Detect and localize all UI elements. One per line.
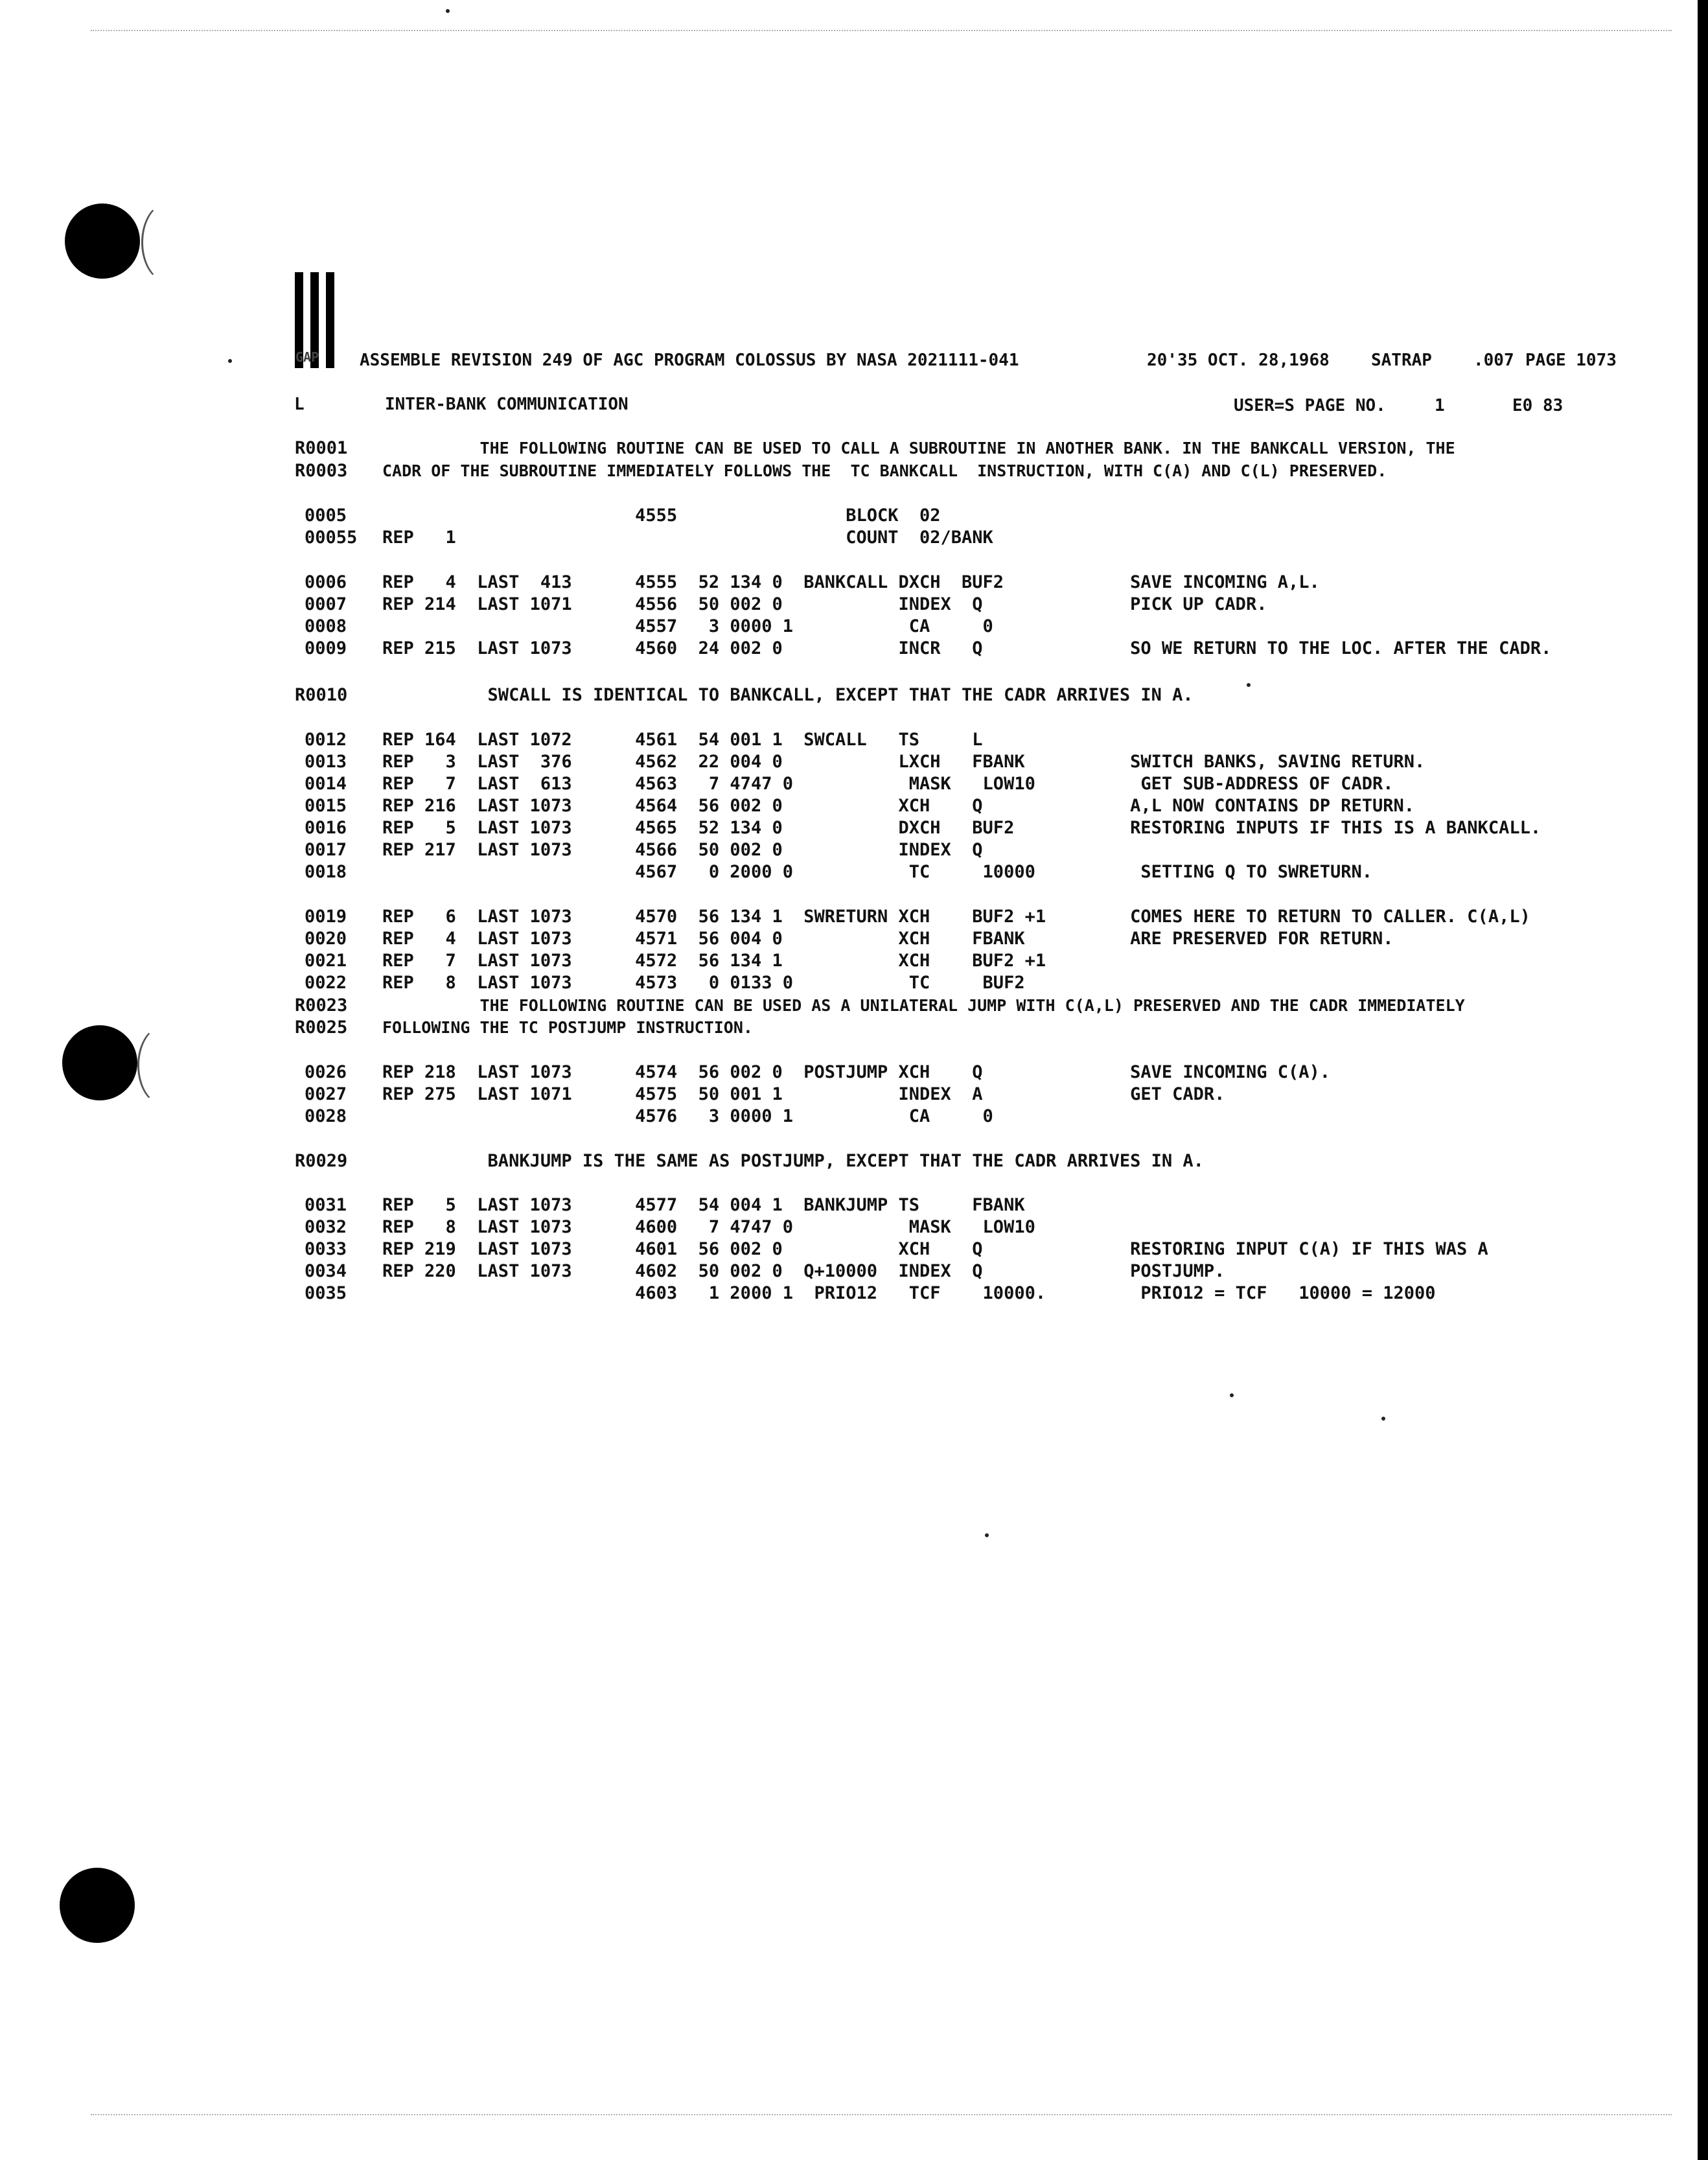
- scan-edge-shadow: [1698, 0, 1708, 2160]
- subheader-users-page: USER=S PAGE NO.: [1234, 396, 1386, 415]
- line-text: REP 1 COUNT 02/BANK: [382, 528, 993, 548]
- line-number: 0035: [305, 1283, 347, 1303]
- line-text: REP 214 LAST 1071 4556 50 002 0 INDEX Q PICK UP CADR.: [382, 594, 1267, 614]
- top-dotted-edge: [91, 30, 1672, 31]
- speck: [228, 359, 232, 363]
- line-number: R0003: [295, 461, 348, 481]
- binder-hole-top-arc: [141, 202, 195, 283]
- line-text: REP 8 LAST 1073 4600 7 4747 0 MASK LOW10: [382, 1217, 1035, 1237]
- line-number: 0005: [305, 505, 347, 526]
- line-number: 0012: [305, 730, 347, 750]
- header-marker: GAP: [295, 349, 319, 365]
- line-number: 0026: [305, 1062, 347, 1082]
- line-text: SWCALL IS IDENTICAL TO BANKCALL, EXCEPT THAT THE CADR ARRIVES IN A.: [382, 685, 1194, 705]
- line-number: 0028: [305, 1106, 347, 1126]
- line-text: REP 219 LAST 1073 4601 56 002 0 XCH Q RESTORING INPUT C(A) IF THIS WAS A: [382, 1239, 1488, 1259]
- speck: [985, 1533, 989, 1537]
- line-text: REP 220 LAST 1073 4602 50 002 0 Q+10000 INDEX Q POSTJUMP.: [382, 1261, 1225, 1281]
- bottom-dotted-edge: [91, 2114, 1672, 2115]
- line-text: 4576 3 0000 1 CA 0: [382, 1106, 993, 1126]
- line-number: R0023: [295, 995, 348, 1016]
- line-text: REP 218 LAST 1073 4574 56 002 0 POSTJUMP XCH Q SAVE INCOMING C(A).: [382, 1062, 1330, 1082]
- line-number: R0001: [295, 438, 348, 458]
- line-text: REP 7 LAST 613 4563 7 4747 0 MASK LOW10 GET SUB-ADDRESS OF CADR.: [382, 774, 1394, 794]
- header-timestamp: 20'35 OCT. 28,1968: [1147, 351, 1330, 370]
- header-page: PAGE 1073: [1525, 351, 1617, 370]
- line-text: 4567 0 2000 0 TC 10000 SETTING Q TO SWRETURN.: [382, 862, 1373, 882]
- line-number: 0033: [305, 1239, 347, 1259]
- line-number: R0010: [295, 685, 348, 705]
- line-number: 0034: [305, 1261, 347, 1281]
- line-number: 00055: [305, 528, 358, 548]
- line-number: 0013: [305, 752, 347, 772]
- line-text: REP 7 LAST 1073 4572 56 134 1 XCH BUF2 +1: [382, 951, 1046, 971]
- line-text: REP 215 LAST 1073 4560 24 002 0 INCR Q SO WE RETURN TO THE LOC. AFTER THE CADR.: [382, 638, 1552, 658]
- line-number: 0017: [305, 840, 347, 860]
- line-text: 4557 3 0000 1 CA 0: [382, 616, 993, 636]
- subheader-serial: E0 83: [1512, 396, 1564, 415]
- subheader-flag: L: [294, 395, 305, 414]
- subheader-users-page-no: 1: [1435, 396, 1445, 415]
- line-number: 0032: [305, 1217, 347, 1237]
- line-number: R0029: [295, 1151, 348, 1171]
- binder-hole-top: [65, 203, 140, 279]
- line-number: 0019: [305, 907, 347, 927]
- line-text: REP 4 LAST 413 4555 52 134 0 BANKCALL DXCH BUF2 SAVE INCOMING A,L.: [382, 572, 1320, 592]
- line-text: REP 275 LAST 1071 4575 50 001 1 INDEX A GET CADR.: [382, 1084, 1225, 1104]
- speck: [1381, 1417, 1385, 1421]
- line-number: 0006: [305, 572, 347, 592]
- header-code: .007: [1473, 351, 1514, 370]
- line-number: R0025: [295, 1017, 348, 1038]
- line-text: REP 8 LAST 1073 4573 0 0133 0 TC BUF2: [382, 973, 1025, 993]
- line-text: REP 6 LAST 1073 4570 56 134 1 SWRETURN XCH BUF2 +1 COMES HERE TO RETURN TO CALLER. C(A,L): [382, 907, 1530, 927]
- line-text: REP 5 LAST 1073 4565 52 134 0 DXCH BUF2 RESTORING INPUTS IF THIS IS A BANKCALL.: [382, 818, 1541, 838]
- line-text: THE FOLLOWING ROUTINE CAN BE USED TO CALL A SUBROUTINE IN ANOTHER BANK. IN THE BANKCALL VERSION, THE: [382, 439, 1455, 458]
- bar-mark: [326, 272, 334, 368]
- speck: [446, 9, 450, 13]
- line-text: REP 217 LAST 1073 4566 50 002 0 INDEX Q: [382, 840, 983, 860]
- line-number: 0016: [305, 818, 347, 838]
- binder-hole-middle-arc: [137, 1025, 191, 1106]
- header-title: ASSEMBLE REVISION 249 OF AGC PROGRAM COLOSSUS BY NASA 2021111-041: [360, 351, 1019, 370]
- subheader-section: INTER-BANK COMMUNICATION: [385, 395, 629, 414]
- line-number: 0014: [305, 774, 347, 794]
- line-text: THE FOLLOWING ROUTINE CAN BE USED AS A UNILATERAL JUMP WITH C(A,L) PRESERVED AND THE CADR IMMEDIATELY: [382, 996, 1465, 1015]
- line-number: 0008: [305, 616, 347, 636]
- line-number: 0027: [305, 1084, 347, 1104]
- line-text: REP 3 LAST 376 4562 22 004 0 LXCH FBANK SWITCH BANKS, SAVING RETURN.: [382, 752, 1425, 772]
- line-text: REP 5 LAST 1073 4577 54 004 1 BANKJUMP TS FBANK: [382, 1195, 1025, 1215]
- line-text: 4555 BLOCK 02: [382, 505, 941, 526]
- binder-hole-middle: [62, 1025, 137, 1100]
- line-text: FOLLOWING THE TC POSTJUMP INSTRUCTION.: [382, 1018, 753, 1037]
- line-number: 0018: [305, 862, 347, 882]
- header-system: SATRAP: [1371, 351, 1432, 370]
- line-number: 0021: [305, 951, 347, 971]
- speck: [1247, 683, 1251, 687]
- line-number: 0022: [305, 973, 347, 993]
- line-number: 0020: [305, 929, 347, 949]
- line-number: 0015: [305, 796, 347, 816]
- line-number: 0007: [305, 594, 347, 614]
- line-text: 4603 1 2000 1 PRIO12 TCF 10000. PRIO12 = TCF 10000 = 12000: [382, 1283, 1436, 1303]
- line-text: REP 164 LAST 1072 4561 54 001 1 SWCALL TS L: [382, 730, 983, 750]
- line-text: CADR OF THE SUBROUTINE IMMEDIATELY FOLLOWS THE TC BANKCALL INSTRUCTION, WITH C(A) AND C(L) PRESERVED.: [382, 461, 1387, 480]
- line-text: REP 4 LAST 1073 4571 56 004 0 XCH FBANK ARE PRESERVED FOR RETURN.: [382, 929, 1394, 949]
- binder-hole-bottom: [60, 1868, 135, 1943]
- speck: [1230, 1393, 1234, 1397]
- line-number: 0009: [305, 638, 347, 658]
- line-text: REP 216 LAST 1073 4564 56 002 0 XCH Q A,L NOW CONTAINS DP RETURN.: [382, 796, 1415, 816]
- line-number: 0031: [305, 1195, 347, 1215]
- line-text: BANKJUMP IS THE SAME AS POSTJUMP, EXCEPT THAT THE CADR ARRIVES IN A.: [382, 1151, 1204, 1171]
